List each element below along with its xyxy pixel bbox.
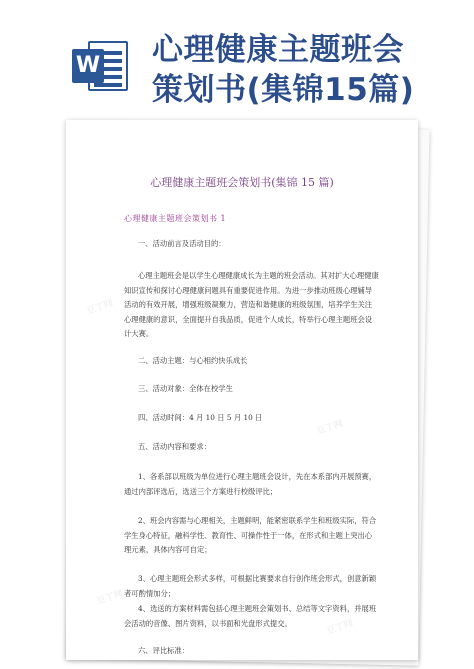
word-document-icon xyxy=(72,37,130,95)
paragraph: 1、各系部以班级为单位进行心理主题班会设计，先在本系部内开展预赛，通过内部评选后，选送三个方案进行校级评比； xyxy=(124,472,377,496)
paragraph: 心理主题班会是以学生心理健康成长为主题的班会活动。其对扩大心理健康知识宣传和探讨心理健康问题具有重要促进作用。为进一步推动班级心理辅导活动的有效开展，增强班级凝聚力，营造和谐健康的班级氛围，培养学生关注心理健康的意识，全面提升自我品质，促进个人成长，特举行心理主题班会设计大赛。 xyxy=(124,271,379,338)
paragraph: 4、选送的方案材料需包括心理主题班会策划书、总结等文字资料，并展班会活动的音像、图片资料，以书面和光盘形式提交。 xyxy=(124,604,377,628)
front-page xyxy=(66,120,418,660)
page-title xyxy=(152,30,452,110)
watermark: 豆丁网 xyxy=(95,588,125,607)
paragraph: 2、班会内容需与心理相关，主题鲜明，能紧密联系学生和班级实际，符合学生身心特征，融科学性、教育性、可操作性于一体，在形式和主题上突出心理元素，具体内容可自定； xyxy=(124,516,377,554)
watermark: 豆丁网 xyxy=(325,618,355,637)
page-title-line2: 策划书(集锦15篇) xyxy=(152,72,415,108)
paragraph: 一、活动前言及活动目的： xyxy=(138,239,226,248)
watermark: 豆丁网 xyxy=(85,298,115,317)
paragraph: 六、评比标准： xyxy=(138,646,190,655)
paragraph: 三、活动对象：全体在校学生 xyxy=(138,384,233,393)
word-line-5 xyxy=(94,83,122,87)
paragraph: 二、活动主题：与心相约快乐成长 xyxy=(138,356,248,365)
paragraph: 3、心理主题班会形式多样，可根据比赛要求自行创作班会形式，创意新颖者可酌情加分； xyxy=(124,574,377,598)
word-badge: W xyxy=(72,49,104,83)
document-subtitle: 心理健康主题班会策划书 1 xyxy=(124,214,227,223)
document-title: 心理健康主题班会策划书(集锦 15 篇) xyxy=(150,176,334,189)
watermark: 豆丁网 xyxy=(315,418,345,437)
paragraph: 五、活动内容和要求： xyxy=(138,442,211,451)
header xyxy=(0,0,474,120)
page-title-line1: 心理健康主题班会 xyxy=(152,32,404,68)
paragraph: 四、活动时间：4 月 10 日 5 月 10 日 xyxy=(138,413,263,422)
document-preview xyxy=(66,120,426,660)
